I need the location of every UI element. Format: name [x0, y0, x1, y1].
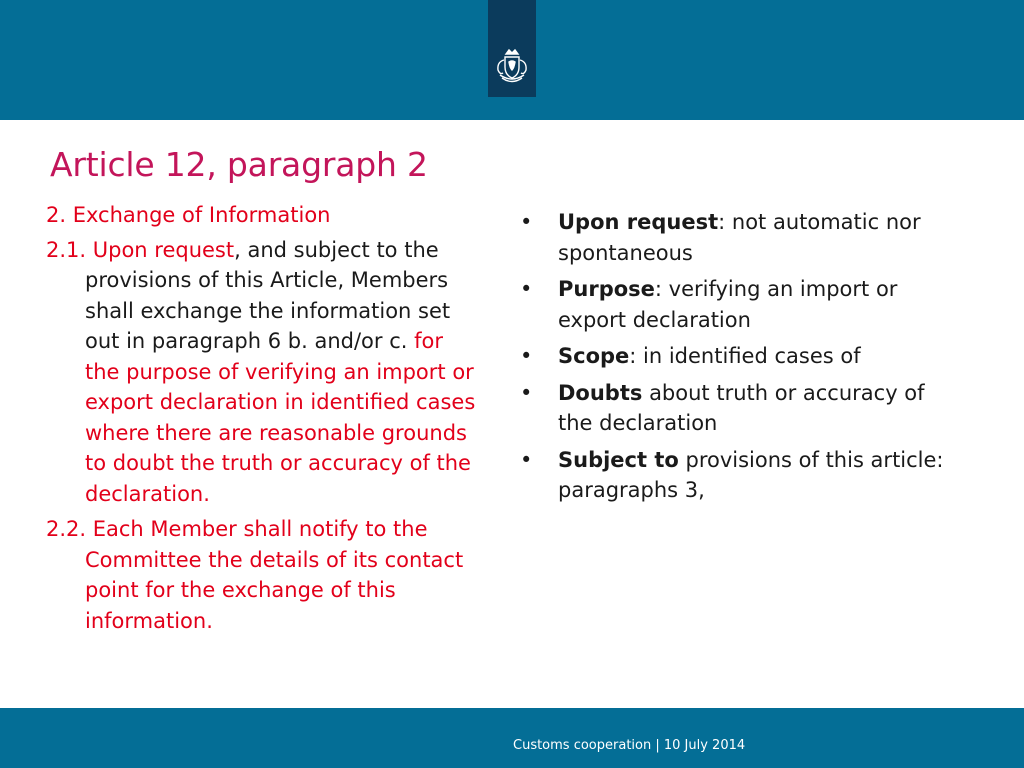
- bullet-term: Scope: [558, 344, 630, 368]
- bullet-marker: •: [520, 344, 533, 368]
- bullet-text: : verifying an import or export declaration: [558, 277, 898, 332]
- paragraph-2-2: 2.2. Each Member shall notify to the Committee the details of its contact point for the exchange of this information.: [46, 517, 464, 633]
- bullet-text: : not automatic nor spontaneous: [558, 210, 921, 265]
- bullet-term: Doubts: [558, 380, 643, 405]
- dutch-coat-of-arms-icon: [492, 48, 532, 86]
- paragraph-number: 2.1.: [46, 237, 93, 262]
- purpose-text: for the purpose of verifying an import or export declaration in identified cases where there are reasonable grounds to doubt the truth or accuracy of the declaration.: [85, 329, 476, 506]
- bullet-text: : in identified cases of: [629, 344, 861, 368]
- bullet-marker: •: [520, 210, 533, 234]
- bullet-term: Upon request: [558, 210, 719, 234]
- slide-title: Article 12, paragraph 2: [50, 145, 428, 184]
- footer-bar: [0, 708, 1024, 768]
- article-text: [46, 200, 476, 641]
- bullet-item: [518, 378, 958, 439]
- header-bar: [0, 0, 1024, 120]
- bullet-item: [518, 207, 958, 268]
- bullet-item: [518, 274, 958, 335]
- bullet-text: about truth or accuracy of the declaration: [558, 380, 925, 435]
- paragraph-2-1: [46, 235, 476, 510]
- footer-text: Customs cooperation | 10 July 2014: [513, 738, 746, 753]
- upon-request-text: Upon request: [92, 237, 235, 262]
- bullet-marker: •: [520, 380, 533, 405]
- emblem-box: [488, 0, 536, 97]
- bullet-marker: •: [520, 447, 533, 472]
- bullet-text: provisions of this article: paragraphs 3,: [558, 447, 944, 502]
- paragraph-body: , and subject to the provisions of this Article, Members shall exchange the information set out in paragraph 6 b. and/or c.: [85, 237, 451, 353]
- bullet-list: [518, 207, 958, 506]
- bullet-term: Subject to: [558, 447, 679, 472]
- section-heading: 2. Exchange of Information: [46, 203, 331, 227]
- bullet-item: [518, 445, 958, 506]
- bullet-item: [518, 341, 958, 372]
- bullet-marker: •: [520, 277, 533, 301]
- bullet-term: Purpose: [558, 277, 655, 301]
- summary-bullets: [518, 207, 958, 512]
